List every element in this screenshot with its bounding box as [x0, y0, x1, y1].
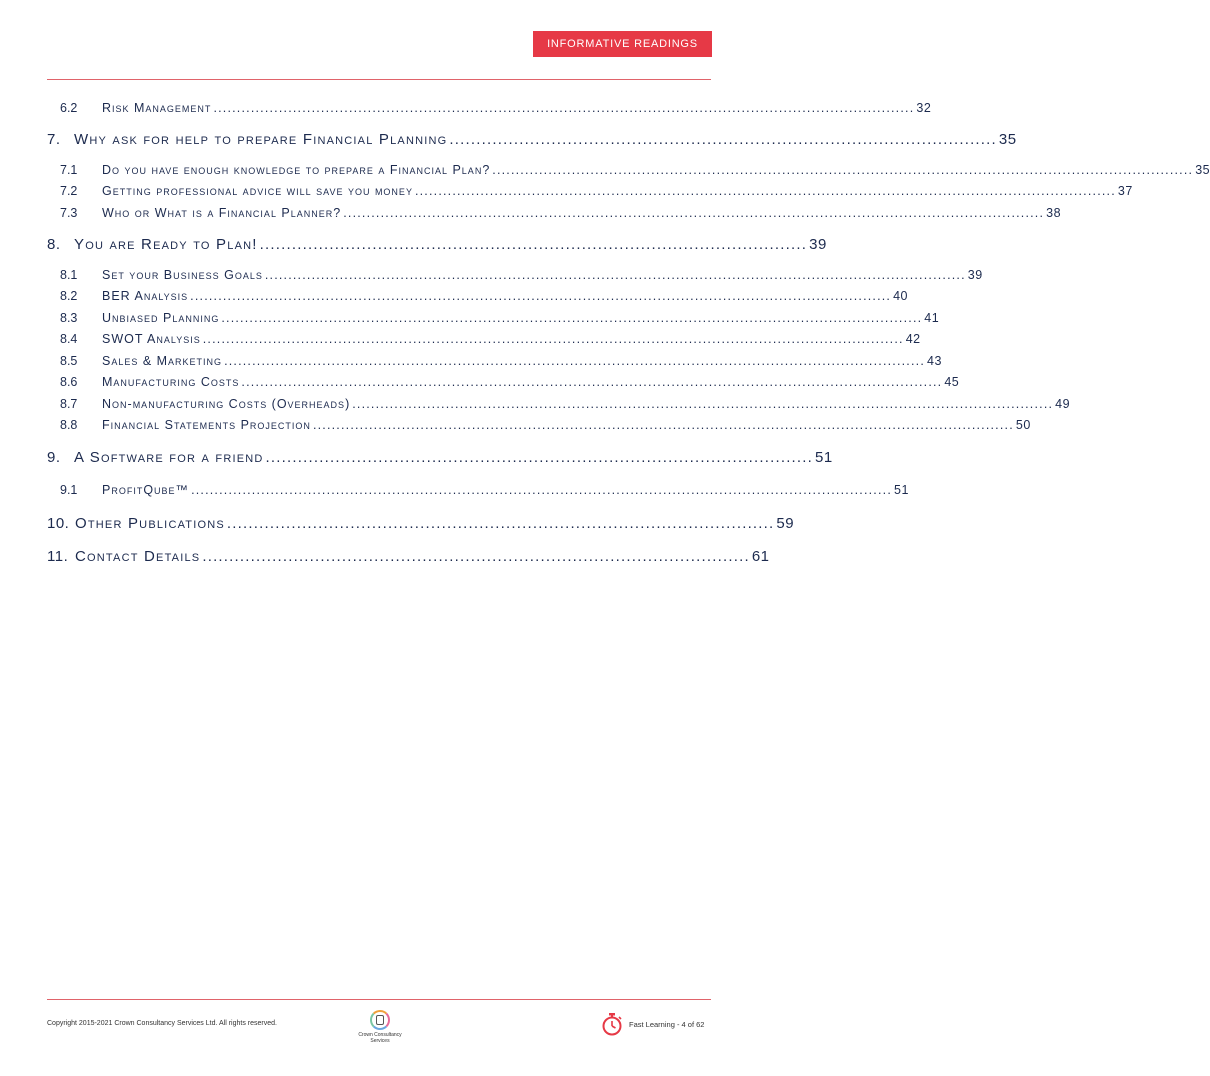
toc-leader: ......................................................................................................................................................: [213, 101, 915, 115]
toc-leader: ......................................................................................................................................................: [224, 354, 925, 368]
toc-leader: ......................................................................................................: [265, 449, 814, 466]
footer-rule: [47, 999, 711, 1000]
toc-leader: ......................................................................................................: [202, 548, 750, 565]
toc-title: ProfitQube™: [102, 483, 190, 497]
toc-number: 7.: [47, 131, 61, 148]
stopwatch-icon: [601, 1012, 623, 1036]
toc-number: 6.2: [60, 101, 78, 115]
header-badge: INFORMATIVE READINGS: [533, 31, 712, 57]
toc-entry[interactable]: [47, 354, 942, 368]
toc-entry[interactable]: [47, 418, 1031, 432]
toc-number: 9.1: [60, 483, 78, 497]
toc-page: 51: [894, 483, 909, 497]
toc-number: 8.3: [60, 311, 78, 325]
header-rule: [47, 79, 711, 80]
toc-page: 40: [893, 289, 909, 303]
toc-number: 9.: [47, 449, 61, 466]
footer-page-info: [601, 1012, 704, 1036]
toc-entry[interactable]: [47, 397, 1071, 411]
toc-page: 41: [924, 311, 940, 325]
crown-logo-icon: [370, 1010, 390, 1030]
toc-entry[interactable]: [47, 289, 909, 303]
toc-entry[interactable]: [47, 375, 960, 389]
toc-title: BER Analysis: [102, 289, 189, 303]
toc-title: You are Ready to Plan!: [74, 236, 258, 253]
toc-title: Who or What is a Financial Planner?: [102, 206, 342, 220]
toc-page: 43: [927, 354, 942, 368]
toc-entry[interactable]: [47, 268, 983, 282]
toc-page: 49: [1055, 397, 1071, 411]
toc-number: 8.2: [60, 289, 78, 303]
toc-page: 35: [1195, 163, 1210, 177]
toc-page: 42: [905, 332, 921, 346]
toc-leader: ......................................................................................................................................................: [414, 184, 1116, 198]
toc-leader: ......................................................................................................: [259, 236, 808, 253]
toc-number: 8.5: [60, 354, 78, 368]
toc-title: Getting professional advice will save you money: [102, 184, 413, 198]
toc-number: 8.7: [60, 397, 78, 411]
toc-title: Other Publications: [75, 515, 225, 532]
logo-text: Crown Consultancy Services: [358, 1032, 402, 1044]
toc-leader: ......................................................................................................................................................: [352, 397, 1054, 411]
toc-title: Financial Statements Projection: [102, 418, 311, 432]
toc-leader: ......................................................................................................: [226, 515, 775, 532]
toc-number: 7.3: [60, 206, 78, 220]
toc-number: 7.2: [60, 184, 78, 198]
toc-title: Why ask for help to prepare Financial Planning: [74, 131, 448, 148]
toc-page: 51: [815, 449, 833, 466]
toc-entry[interactable]: [47, 515, 795, 532]
toc-number: 8.4: [60, 332, 78, 346]
toc-entry[interactable]: [47, 449, 833, 466]
toc-entry[interactable]: [47, 236, 827, 253]
toc-leader: ......................................................................................................................................................: [190, 289, 892, 303]
toc-leader: ......................................................................................................................................................: [221, 311, 923, 325]
toc-entry[interactable]: [47, 332, 921, 346]
company-logo: [350, 1010, 410, 1050]
footer-copyright: Copyright 2015-2021 Crown Consultancy Services Ltd. All rights reserved.: [47, 1020, 277, 1027]
toc-page: 35: [998, 131, 1017, 148]
toc-leader: ......................................................................................................................................................: [191, 483, 892, 497]
toc-page: 61: [751, 548, 770, 565]
toc-number: 8.: [47, 236, 61, 253]
toc-number: 8.8: [60, 418, 78, 432]
toc-entry[interactable]: [47, 184, 1133, 198]
toc-entry[interactable]: [47, 483, 909, 497]
toc-title: A Software for a friend: [74, 449, 264, 466]
toc-title: Unbiased Planning: [102, 311, 220, 325]
toc-leader: ......................................................................................................................................................: [202, 332, 904, 346]
toc-page: 50: [1015, 418, 1031, 432]
toc-leader: ......................................................................................................................................................: [343, 206, 1045, 220]
toc-title: Contact Details: [75, 548, 201, 565]
toc-page: 38: [1046, 206, 1062, 220]
toc-leader: ......................................................................................................: [449, 131, 997, 148]
toc-entry[interactable]: [47, 206, 1062, 220]
toc-number: 8.6: [60, 375, 78, 389]
toc-leader: ......................................................................................................................................................: [241, 375, 943, 389]
toc-page: 32: [916, 101, 932, 115]
toc-title: Risk Management: [102, 101, 212, 115]
toc-leader: ......................................................................................................................................................: [312, 418, 1014, 432]
toc-title: Set your Business Goals: [102, 268, 263, 282]
toc-page: 39: [809, 236, 827, 253]
toc-title: Sales & Marketing: [102, 354, 223, 368]
toc-entry[interactable]: [47, 311, 940, 325]
toc-page: 45: [944, 375, 960, 389]
toc-leader: ......................................................................................................................................................: [492, 163, 1194, 177]
toc-number: 10.: [47, 515, 70, 532]
toc-entry[interactable]: [47, 548, 770, 565]
footer-page-label: Fast Learning - 4 of 62: [629, 1019, 705, 1029]
toc-number: 11.: [47, 548, 69, 565]
toc-page: 39: [967, 268, 983, 282]
toc-page: 37: [1117, 184, 1133, 198]
toc-number: 8.1: [60, 268, 78, 282]
toc-title: Manufacturing Costs: [102, 375, 240, 389]
toc-page: 59: [776, 515, 795, 532]
toc-title: Do you have enough knowledge to prepare a Financial Plan?: [102, 163, 491, 177]
toc-entry[interactable]: [47, 131, 1017, 148]
toc-title: Non-manufacturing Costs (Overheads): [102, 397, 351, 411]
toc-entry[interactable]: [47, 163, 1210, 177]
toc-leader: ......................................................................................................................................................: [264, 268, 966, 282]
toc-entry[interactable]: [47, 101, 932, 115]
toc-title: SWOT Analysis: [102, 332, 201, 346]
toc-number: 7.1: [60, 163, 78, 177]
